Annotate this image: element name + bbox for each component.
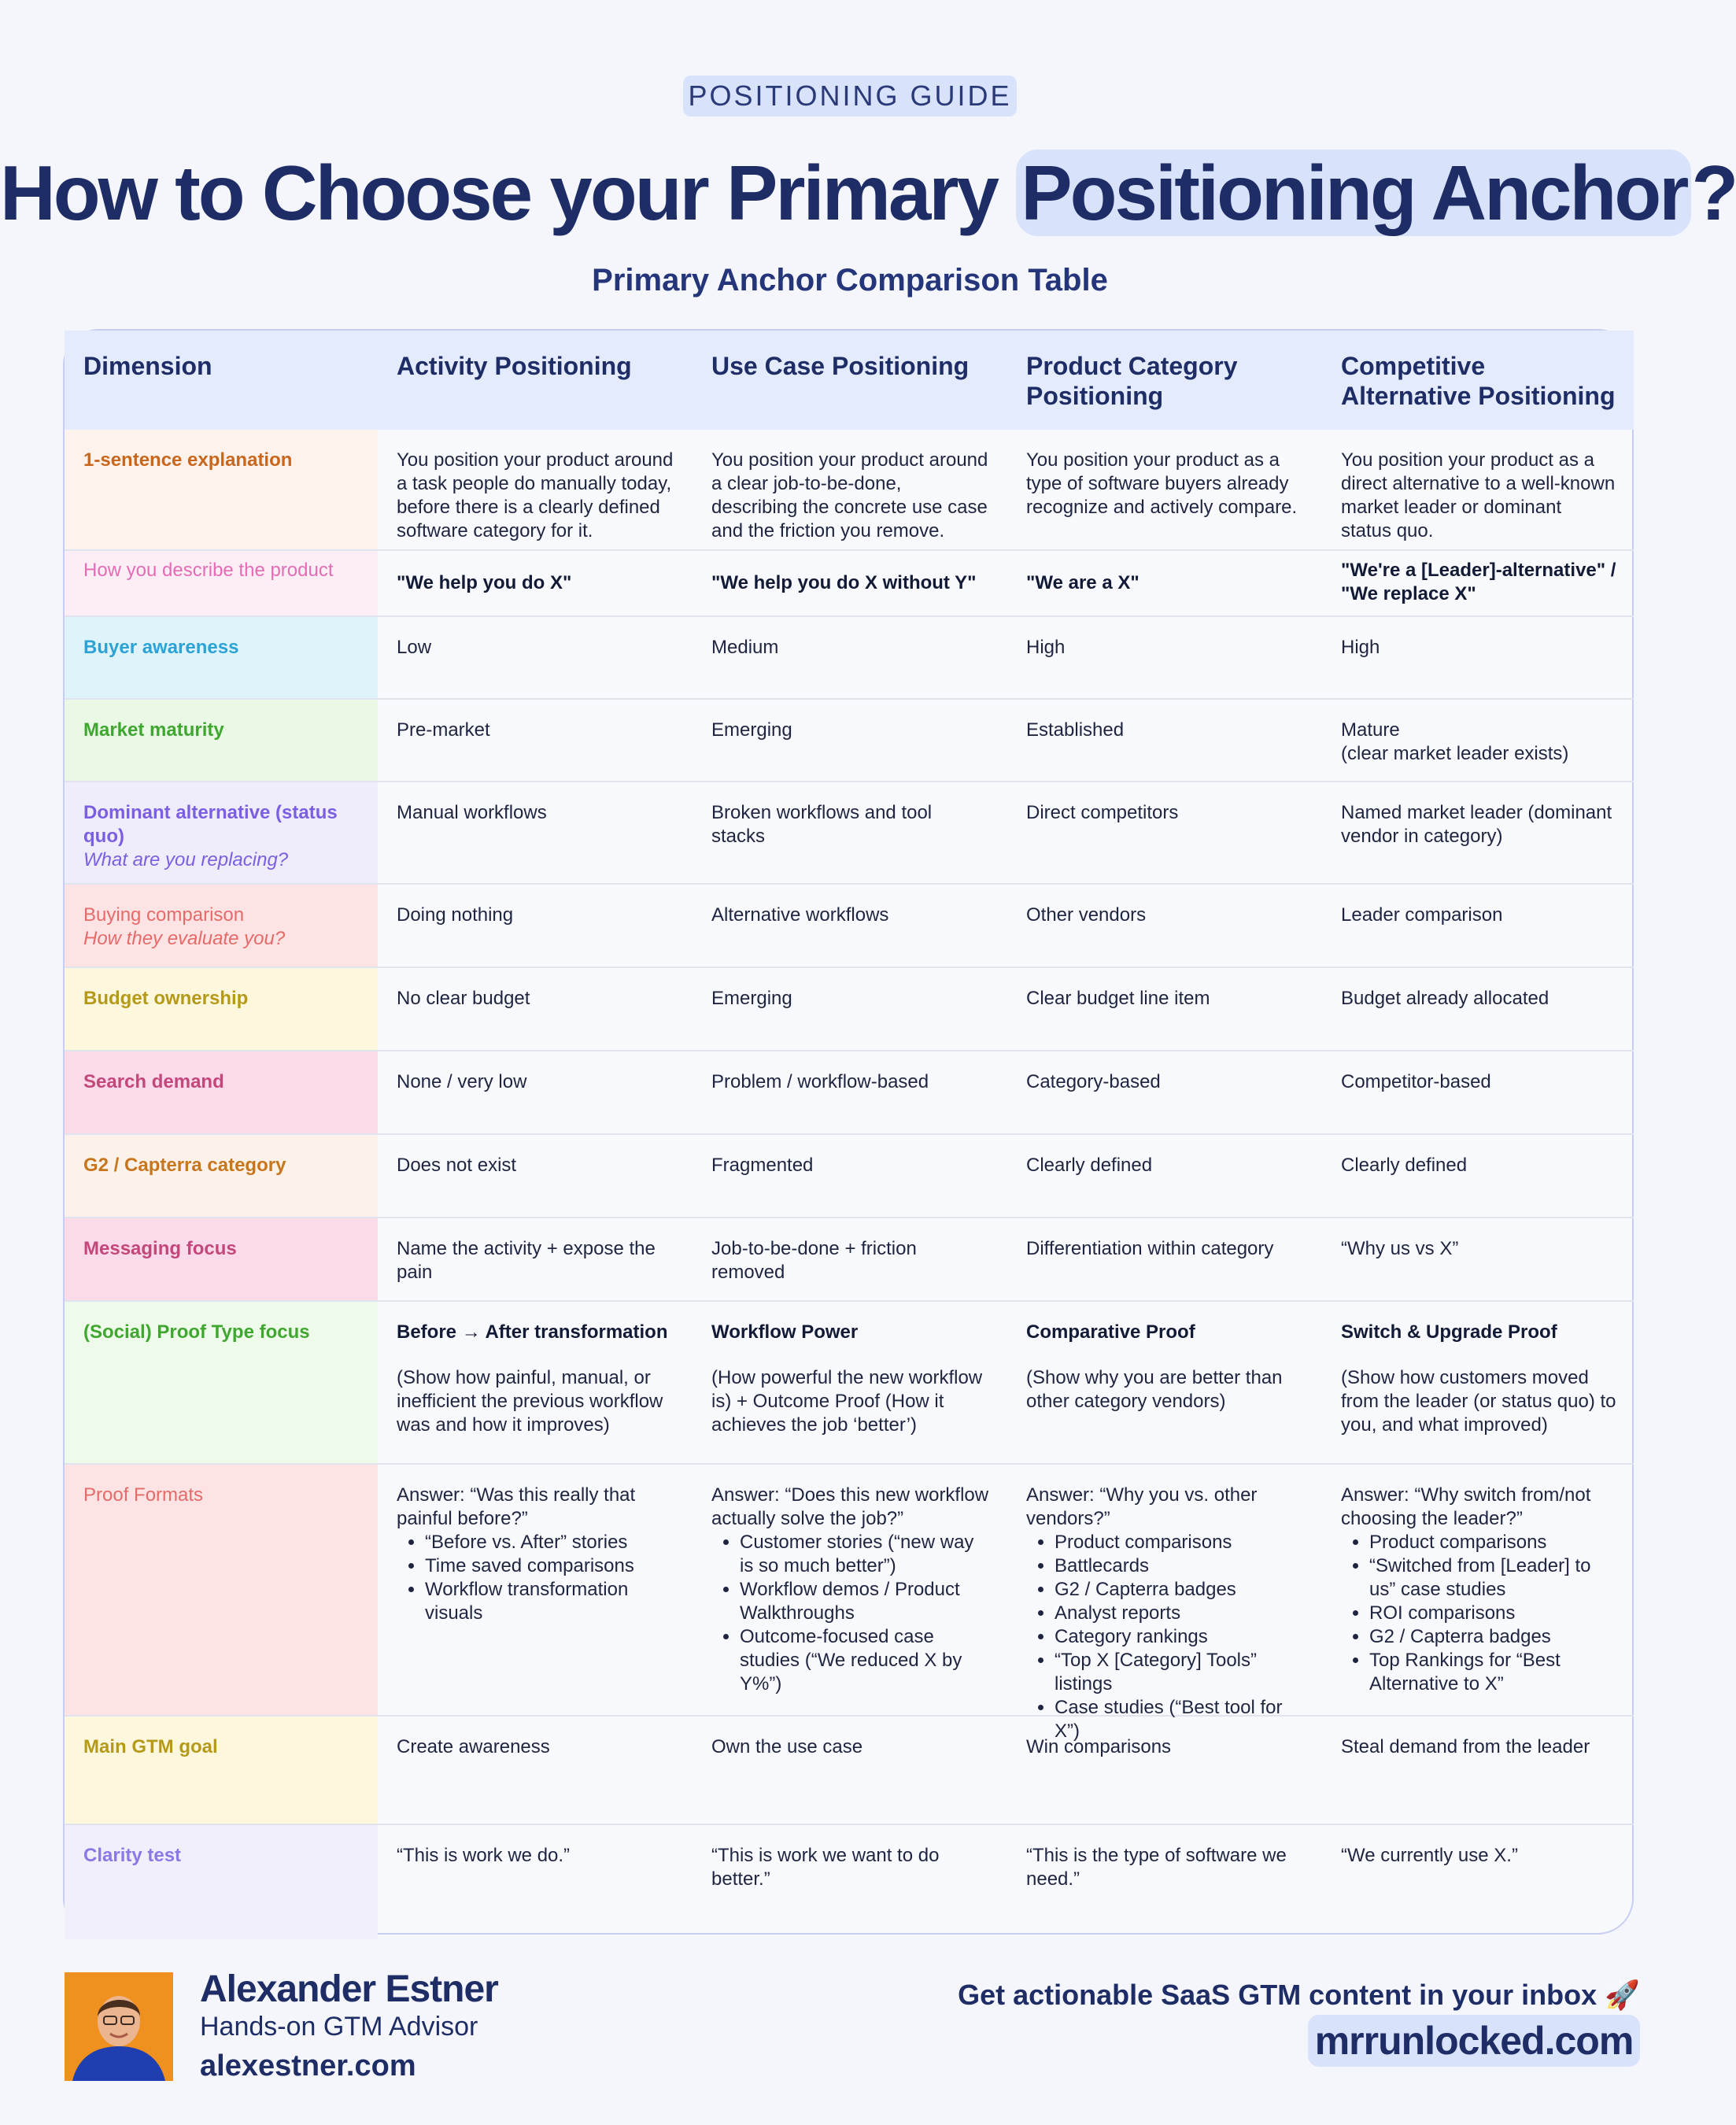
page-title <box>0 142 1736 244</box>
proof-type-category-title: Comparative Proof <box>1026 1321 1195 1343</box>
awareness-category: High <box>1007 617 1322 700</box>
clarity-competitive: “We currently use X.” <box>1341 1845 1518 1866</box>
header-usecase: Use Case Positioning <box>693 331 1007 430</box>
formats-activity-list <box>397 1531 675 1625</box>
list-item: • Analyst reports <box>1055 1602 1305 1625</box>
newsletter-cta: Get actionable SaaS GTM content in your inbox 🚀 <box>958 1979 1640 2011</box>
guide-badge: POSITIONING GUIDE <box>683 76 1017 116</box>
title-part-1: How to Choose your Primary <box>0 150 1017 236</box>
list-item: • Customer stories (“new way is so much better”) <box>740 1531 990 1578</box>
list-item: • Product comparisons <box>1055 1531 1305 1554</box>
header-category: Product Category Positioning <box>1007 331 1322 430</box>
formats-competitive-question: Answer: “Why switch from/not choosing the leader?” <box>1341 1484 1591 1529</box>
search-activity: None / very low <box>378 1051 693 1135</box>
clarity-category: “This is the type of software we need.” <box>1026 1845 1287 1890</box>
budget-category: Clear budget line item <box>1007 968 1322 1051</box>
messaging-category: Differentiation within category <box>1007 1218 1322 1302</box>
formats-category-list <box>1026 1531 1305 1743</box>
formats-competitive-list <box>1341 1531 1616 1696</box>
comparison-table <box>63 329 1634 1935</box>
alternative-usecase: Broken workflows and tool stacks <box>693 782 1007 885</box>
maturity-usecase: Emerging <box>693 700 1007 782</box>
row-label-alternative <box>65 782 378 885</box>
describe-usecase: "We help you do X without Y" <box>693 551 1007 617</box>
budget-competitive: Budget already allocated <box>1322 968 1634 1051</box>
formats-activity-question: Answer: “Was this really that painful before?” <box>397 1484 636 1529</box>
newsletter-link[interactable]: mrrunlocked.com <box>1308 2015 1640 2067</box>
author-role: Hands-on GTM Advisor <box>200 2012 478 2042</box>
proof-type-usecase-text: (How powerful the new workflow is) + Outcome Proof (How it achieves the job ‘better’) <box>711 1367 983 1436</box>
comparison-label-sub: How they evaluate you? <box>83 928 286 949</box>
g2-competitive: Clearly defined <box>1322 1135 1634 1218</box>
row-label-awareness: Buyer awareness <box>65 617 378 700</box>
comparison-activity: Doing nothing <box>378 885 693 968</box>
list-item: • Category rankings <box>1055 1625 1305 1649</box>
list-item: • G2 / Capterra badges <box>1055 1578 1305 1602</box>
row-label-budget: Budget ownership <box>65 968 378 1051</box>
comparison-competitive: Leader comparison <box>1322 885 1634 968</box>
g2-category: Clearly defined <box>1007 1135 1322 1218</box>
proof-type-competitive-text: (Show how customers moved from the leader (or status quo) to you, and what improved) <box>1341 1367 1616 1436</box>
alternative-category: Direct competitors <box>1007 782 1322 885</box>
explanation-category: You position your product as a type of software buyers already recognize and actively compare. <box>1007 430 1322 551</box>
clarity-activity: “This is work we do.” <box>397 1845 571 1866</box>
describe-activity: "We help you do X" <box>378 551 693 617</box>
formats-usecase-question: Answer: “Does this new workflow actually solve the job?” <box>711 1484 989 1529</box>
author-name: Alexander Estner <box>200 1968 498 2010</box>
list-item: • G2 / Capterra badges <box>1369 1625 1616 1649</box>
formats-category-question: Answer: “Why you vs. other vendors?” <box>1026 1484 1258 1529</box>
budget-usecase: Emerging <box>693 968 1007 1051</box>
clarity-usecase: “This is work we want to do better.” <box>711 1845 940 1890</box>
formats-usecase <box>693 1465 1007 1717</box>
list-item: • Battlecards <box>1055 1554 1305 1578</box>
alternative-label-sub: What are you replacing? <box>83 849 289 870</box>
goal-usecase: Own the use case <box>693 1717 1007 1825</box>
row-label-formats: Proof Formats <box>65 1465 378 1717</box>
row-label-goal: Main GTM goal <box>65 1717 378 1825</box>
author-portrait-icon <box>65 1972 173 2081</box>
row-label-comparison <box>65 885 378 968</box>
describe-category: "We are a X" <box>1007 551 1322 617</box>
list-item: • Workflow transformation visuals <box>425 1578 675 1625</box>
list-item: • “Before vs. After” stories <box>425 1531 675 1554</box>
list-item: • Product comparisons <box>1369 1531 1616 1554</box>
describe-competitive: "We're a [Leader]-alternative" / "We replace X" <box>1322 551 1634 617</box>
formats-activity <box>378 1465 693 1717</box>
proof-type-category-text: (Show why you are better than other category vendors) <box>1026 1367 1283 1412</box>
list-item: • “Top X [Category] Tools” listings <box>1055 1649 1305 1696</box>
goal-category: Win comparisons <box>1007 1717 1322 1825</box>
describe-label-text: How you describe the product <box>83 560 334 581</box>
g2-usecase: Fragmented <box>693 1135 1007 1218</box>
proof-type-usecase-title: Workflow Power <box>711 1321 859 1343</box>
search-usecase: Problem / workflow-based <box>693 1051 1007 1135</box>
alternative-label-text: Dominant alternative (status quo) <box>83 802 338 847</box>
avatar <box>65 1972 173 2081</box>
maturity-activity: Pre-market <box>378 700 693 782</box>
row-label-messaging: Messaging focus <box>65 1218 378 1302</box>
header-dimension: Dimension <box>65 331 378 430</box>
goal-activity: Create awareness <box>378 1717 693 1825</box>
comparison-usecase: Alternative workflows <box>693 885 1007 968</box>
table-subtitle: Primary Anchor Comparison Table <box>592 263 1108 298</box>
list-item: • Case studies (“Best tool for X”) <box>1055 1696 1305 1743</box>
proof-type-activity <box>378 1302 693 1465</box>
maturity-competitive <box>1322 700 1634 782</box>
row-label-g2: G2 / Capterra category <box>65 1135 378 1218</box>
awareness-usecase: Medium <box>693 617 1007 700</box>
maturity-competitive-note: (clear market leader exists) <box>1341 743 1569 764</box>
proof-type-competitive <box>1322 1302 1634 1465</box>
title-part-2: ? <box>1691 150 1736 236</box>
list-item: • Outcome-focused case studies (“We reduced X by Y%”) <box>740 1625 990 1696</box>
list-item: • Top Rankings for “Best Alternative to X” <box>1369 1649 1616 1696</box>
formats-competitive <box>1322 1465 1634 1717</box>
list-item: • Workflow demos / Product Walkthroughs <box>740 1578 990 1625</box>
header-competitive: Competitive Alternative Positioning <box>1322 331 1634 430</box>
list-item: • ROI comparisons <box>1369 1602 1616 1625</box>
explanation-competitive: You position your product as a direct alternative to a well-known market leader or dominant status quo. <box>1322 430 1634 551</box>
formats-category <box>1007 1465 1322 1742</box>
messaging-competitive: “Why us vs X” <box>1322 1218 1634 1302</box>
goal-competitive: Steal demand from the leader <box>1322 1717 1634 1825</box>
maturity-competitive-value: Mature <box>1341 719 1400 741</box>
maturity-category: Established <box>1007 700 1322 782</box>
messaging-activity: Name the activity + expose the pain <box>378 1218 693 1302</box>
title-highlight: Positioning Anchor <box>1016 150 1691 236</box>
row-label-maturity: Market maturity <box>65 700 378 782</box>
messaging-usecase: Job-to-be-done + friction removed <box>693 1218 1007 1302</box>
awareness-activity: Low <box>378 617 693 700</box>
comparison-label-text: Buying comparison <box>83 904 245 926</box>
comparison-category: Other vendors <box>1007 885 1322 968</box>
explanation-usecase: You position your product around a clear job-to-be-done, describing the concrete use case and the friction you remove. <box>693 430 1007 551</box>
proof-type-activity-title: Before → After transformation <box>397 1321 668 1343</box>
search-competitive: Competitor-based <box>1322 1051 1634 1135</box>
row-label-search: Search demand <box>65 1051 378 1135</box>
proof-type-category <box>1007 1302 1322 1465</box>
search-category: Category-based <box>1007 1051 1322 1135</box>
explanation-activity: You position your product around a task people do manually today, before there is a clearly defined software category for it. <box>378 430 693 551</box>
proof-type-competitive-title: Switch & Upgrade Proof <box>1341 1321 1557 1343</box>
row-label-clarity: Clarity test <box>65 1825 378 1939</box>
proof-type-activity-text: (Show how painful, manual, or inefficient the previous workflow was and how it improves) <box>397 1367 663 1436</box>
row-label-explanation: 1-sentence explanation <box>65 430 378 551</box>
awareness-competitive: High <box>1322 617 1634 700</box>
budget-activity: No clear budget <box>378 968 693 1051</box>
list-item: • “Switched from [Leader] to us” case studies <box>1369 1554 1616 1602</box>
alternative-activity: Manual workflows <box>378 782 693 885</box>
g2-activity: Does not exist <box>378 1135 693 1218</box>
row-label-describe <box>65 551 378 617</box>
alternative-competitive: Named market leader (dominant vendor in category) <box>1322 782 1634 885</box>
proof-type-usecase <box>693 1302 1007 1465</box>
formats-usecase-list <box>711 1531 990 1696</box>
row-label-proof-type: (Social) Proof Type focus <box>65 1302 378 1465</box>
header-activity: Activity Positioning <box>378 331 693 430</box>
author-website-link[interactable]: alexestner.com <box>200 2049 416 2082</box>
list-item: • Time saved comparisons <box>425 1554 675 1578</box>
